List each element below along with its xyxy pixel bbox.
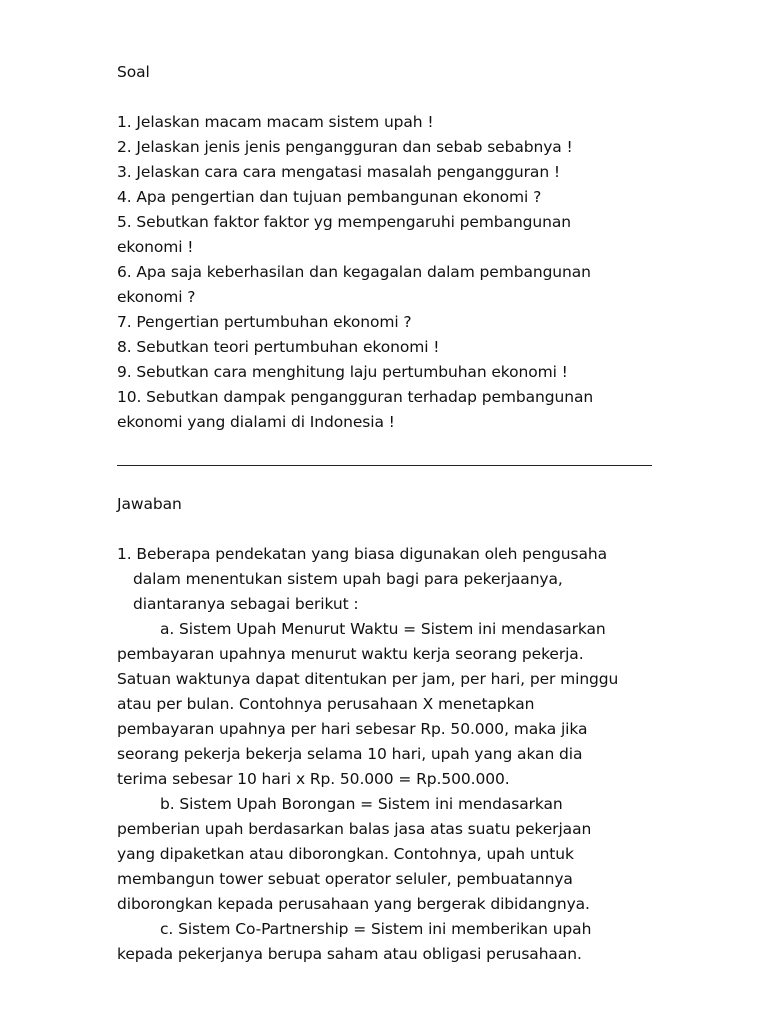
answer-a-line: seorang pekerja bekerja selama 10 hari, upah yang akan dia [117,745,583,763]
section-divider [117,465,652,466]
questions-section [117,60,657,435]
answer-b-line: yang dipaketkan atau diborongkan. Contohnya, upah untuk [117,845,574,863]
question-line: ekonomi ! [117,238,194,256]
answer-c-line: kepada pekerjanya berupa saham atau obligasi perusahaan. [117,945,582,963]
question-line: 10. Sebutkan dampak pengangguran terhadap pembangunan [117,388,594,406]
question-line: 8. Sebutkan teori pertumbuhan ekonomi ! [117,338,440,356]
answer-b-line: diborongkan kepada perusahaan yang bergerak dibidangnya. [117,895,590,913]
question-line: ekonomi yang dialami di Indonesia ! [117,413,395,431]
question-line: 5. Sebutkan faktor faktor yg mempengaruhi pembangunan [117,213,571,231]
answer-a-line: terima sebesar 10 hari x Rp. 50.000 = Rp.500.000. [117,770,510,788]
answer-a-line: Satuan waktunya dapat ditentukan per jam, per hari, per minggu [117,670,619,688]
question-line: ekonomi ? [117,288,196,306]
question-line: 6. Apa saja keberhasilan dan kegagalan dalam pembangunan [117,263,591,281]
question-line: 4. Apa pengertian dan tujuan pembangunan ekonomi ? [117,188,542,206]
answers-heading: Jawaban [117,495,182,513]
answer-a-line: pembayaran upahnya per hari sebesar Rp. 50.000, maka jika [117,720,588,738]
spacer [117,517,662,542]
question-line: 3. Jelaskan cara cara mengatasi masalah pengangguran ! [117,163,560,181]
answer-intro-line: 1. Beberapa pendekatan yang biasa digunakan oleh pengusaha [117,545,608,563]
question-line: 9. Sebutkan cara menghitung laju pertumbuhan ekonomi ! [117,363,568,381]
answer-b-line: b. Sistem Upah Borongan = Sistem ini mendasarkan [160,795,563,813]
spacer [117,85,657,110]
answer-intro-line: dalam menentukan sistem upah bagi para pekerjaanya, [133,570,563,588]
question-line: 1. Jelaskan macam macam sistem upah ! [117,113,434,131]
answer-c-line: c. Sistem Co-Partnership = Sistem ini memberikan upah [160,920,592,938]
answer-intro-line: diantaranya sebagai berikut : [133,595,359,613]
answer-a-line: pembayaran upahnya menurut waktu kerja seorang pekerja. [117,645,584,663]
questions-heading: Soal [117,63,150,81]
question-line: 7. Pengertian pertumbuhan ekonomi ? [117,313,412,331]
answers-section [117,492,662,967]
answer-a-line: a. Sistem Upah Menurut Waktu = Sistem ini mendasarkan [160,620,606,638]
answer-b-line: pemberian upah berdasarkan balas jasa atas suatu pekerjaan [117,820,592,838]
question-line: 2. Jelaskan jenis jenis pengangguran dan sebab sebabnya ! [117,138,573,156]
answer-a-line: atau per bulan. Contohnya perusahaan X menetapkan [117,695,535,713]
answer-b-line: membangun tower sebuat operator seluler, pembuatannya [117,870,573,888]
